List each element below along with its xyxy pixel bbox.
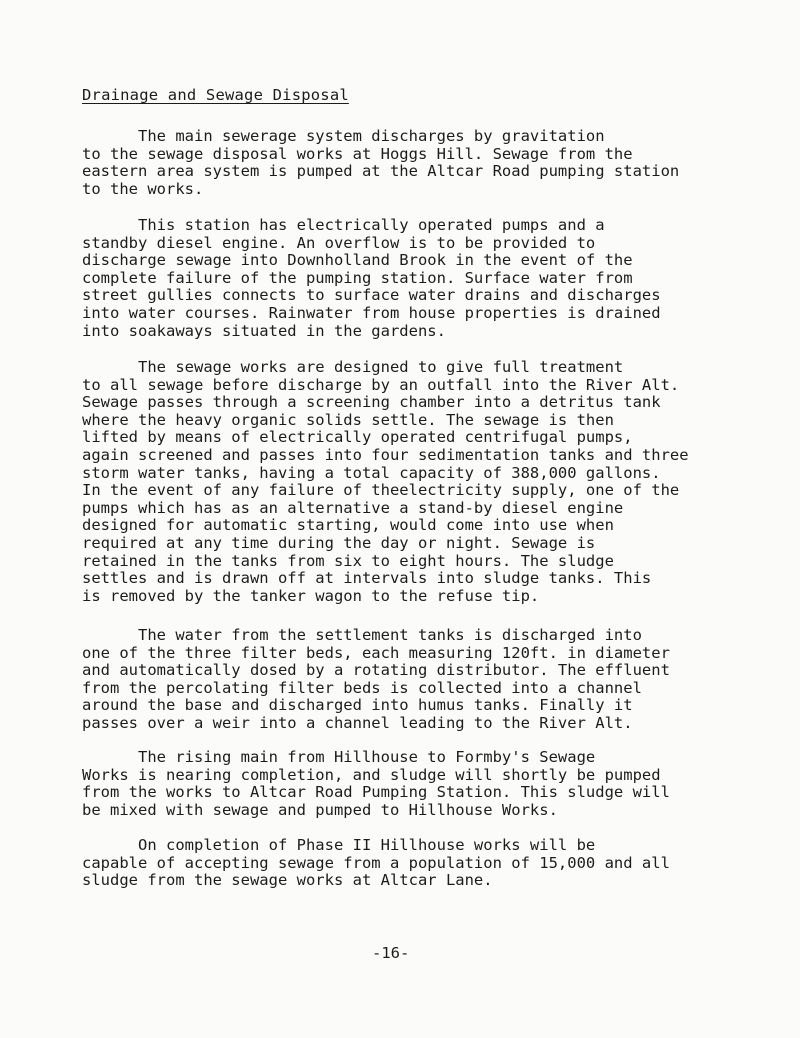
- text-line: where the heavy organic solids settle. The sewage is then: [82, 410, 614, 429]
- text-line: In the event of any failure of theelectricity supply, one of the: [82, 481, 680, 500]
- text-line: into water courses. Rainwater from house properties is drained: [82, 303, 661, 322]
- text-line: Sewage passes through a screening chamber into a detritus tank: [82, 393, 661, 412]
- text-line: The main sewerage system discharges by gravitation: [82, 127, 605, 145]
- page-number: -16-: [372, 944, 410, 962]
- text-line: into soakaways situated in the gardens.: [82, 321, 446, 340]
- text-line: around the base and discharged into humus tanks. Finally it: [82, 696, 633, 715]
- text-line: be mixed with sewage and pumped to Hillhouse Works.: [82, 800, 558, 819]
- text-line: eastern area system is pumped at the Altcar Road pumping station: [82, 162, 680, 181]
- text-line: passes over a weir into a channel leading to the River Alt.: [82, 713, 633, 732]
- text-line: standby diesel engine. An overflow is to be provided to: [82, 233, 596, 252]
- text-line: from the percolating filter beds is collected into a channel: [82, 678, 642, 697]
- text-line: retained in the tanks from six to eight hours. The sludge: [82, 551, 614, 570]
- paragraph-rising-main: [82, 749, 772, 819]
- text-line: is removed by the tanker wagon to the refuse tip.: [82, 586, 540, 605]
- text-line: designed for automatic starting, would come into use when: [82, 516, 614, 535]
- paragraph-main-sewerage: [82, 128, 772, 198]
- text-line: The rising main from Hillhouse to Formby's Sewage: [82, 748, 596, 766]
- text-line: one of the three filter beds, each measuring 120ft. in diameter: [82, 643, 670, 662]
- text-line: pumps which has as an alternative a stand-by diesel engine: [82, 498, 624, 517]
- text-line: discharge sewage into Downholland Brook in the event of the: [82, 251, 633, 270]
- paragraph-pumping-station: [82, 217, 772, 340]
- text-line: capable of accepting sewage from a population of 15,000 and all: [82, 853, 670, 872]
- text-line: and automatically dosed by a rotating distributor. The effluent: [82, 661, 670, 680]
- text-line: This station has electrically operated pumps and a: [82, 216, 605, 234]
- text-line: to the works.: [82, 179, 204, 198]
- text-line: The water from the settlement tanks is discharged into: [82, 626, 642, 644]
- text-line: street gullies connects to surface water drains and discharges: [82, 286, 661, 305]
- text-line: from the works to Altcar Road Pumping Station. This sludge will: [82, 783, 670, 802]
- text-line: to the sewage disposal works at Hoggs Hill. Sewage from the: [82, 144, 633, 163]
- text-line: settles and is drawn off at intervals into sludge tanks. This: [82, 569, 652, 588]
- text-line: again screened and passes into four sedimentation tanks and three: [82, 445, 689, 464]
- section-heading: Drainage and Sewage Disposal: [82, 86, 349, 104]
- text-line: to all sewage before discharge by an outfall into the River Alt.: [82, 375, 680, 394]
- text-line: Works is nearing completion, and sludge will shortly be pumped: [82, 765, 661, 784]
- text-line: The sewage works are designed to give full treatment: [82, 358, 624, 376]
- text-line: complete failure of the pumping station. Surface water from: [82, 268, 633, 287]
- text-line: required at any time during the day or night. Sewage is: [82, 533, 596, 552]
- paragraph-sewage-works: [82, 359, 772, 605]
- text-line: storm water tanks, having a total capacity of 388,000 gallons.: [82, 463, 661, 482]
- text-line: sludge from the sewage works at Altcar Lane.: [82, 871, 493, 890]
- paragraph-settlement-tanks: [82, 627, 772, 733]
- paragraph-phase-two: [82, 837, 772, 890]
- text-line: On completion of Phase II Hillhouse works will be: [82, 836, 596, 854]
- text-line: lifted by means of electrically operated centrifugal pumps,: [82, 428, 633, 447]
